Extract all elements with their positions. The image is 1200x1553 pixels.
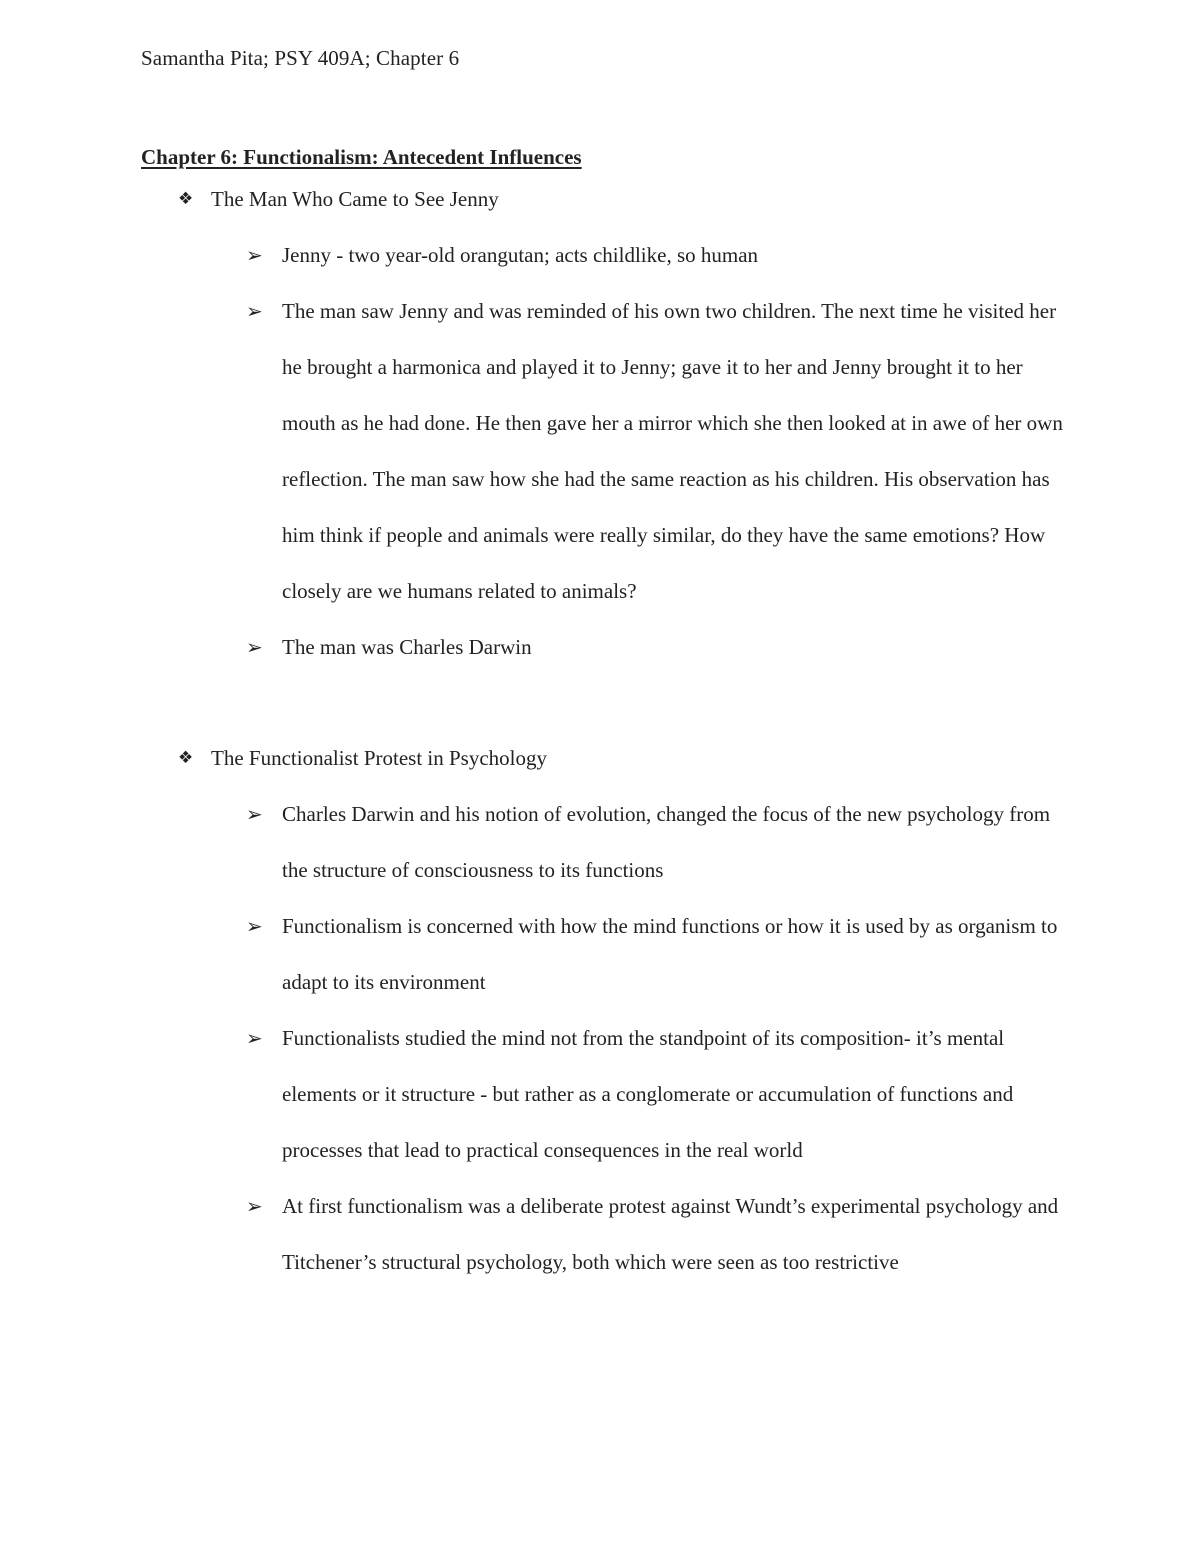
list-item (246, 1010, 1072, 1178)
arrow-bullet-icon: ➢ (246, 243, 263, 267)
arrow-bullet-icon: ➢ (246, 299, 263, 323)
arrow-bullet-icon: ➢ (246, 802, 263, 826)
arrow-bullet-icon: ➢ (246, 1026, 263, 1050)
list-item (246, 227, 1072, 283)
section-heading (178, 744, 1078, 772)
bullet-list (178, 227, 1078, 675)
arrow-bullet-icon: ➢ (246, 1194, 263, 1218)
list-item-text: Functionalism is concerned with how the mind functions or how it is used by as organism to adapt to its environment (282, 914, 1058, 994)
list-item-text: The man was Charles Darwin (282, 635, 532, 659)
list-item (246, 1178, 1072, 1290)
list-item (246, 898, 1072, 1010)
section-heading (178, 185, 1078, 213)
section-man-who-came-to-see-jenny (178, 185, 1078, 675)
list-item-text: Jenny - two year-old orangutan; acts childlike, so human (282, 243, 759, 267)
arrow-bullet-icon: ➢ (246, 914, 263, 938)
list-item-text: Charles Darwin and his notion of evolution, changed the focus of the new psychology from the structure of consciousness to its functions (282, 802, 1051, 882)
diamond-bullet-icon: ❖ (178, 189, 194, 209)
bullet-list (178, 786, 1078, 1290)
diamond-bullet-icon: ❖ (178, 748, 194, 768)
arrow-bullet-icon: ➢ (246, 635, 263, 659)
list-item (246, 786, 1072, 898)
list-item-text: The man saw Jenny and was reminded of his own two children. The next time he visited her he brought a harmonica and played it to Jenny; gave it to her and Jenny brought it to her mouth as he had done. He then gave her a mirror which she then looked at in awe of her own reflection. The man saw how she had the same reaction as his children. His observation has him think if people and animals were really similar, do they have the same emotions? How closely are we humans related to animals? (282, 299, 1063, 603)
list-item-text: Functionalists studied the mind not from the standpoint of its composition- it’s mental elements or it structure - but rather as a conglomerate or accumulation of functions and processes that lead to practical consequences in the real world (282, 1026, 1014, 1162)
list-item (246, 283, 1072, 619)
section-heading-text: The Man Who Came to See Jenny (211, 187, 499, 211)
page-header: Samantha Pita; PSY 409A; Chapter 6 (141, 46, 460, 70)
list-item-text: At first functionalism was a deliberate protest against Wundt’s experimental psychology and Titchener’s structural psychology, both which were seen as too restrictive (282, 1194, 1059, 1274)
chapter-title: Chapter 6: Functionalism: Antecedent Influences (141, 145, 582, 169)
list-item (246, 619, 1072, 675)
section-heading-text: The Functionalist Protest in Psychology (211, 746, 547, 770)
section-functionalist-protest (178, 744, 1078, 1290)
